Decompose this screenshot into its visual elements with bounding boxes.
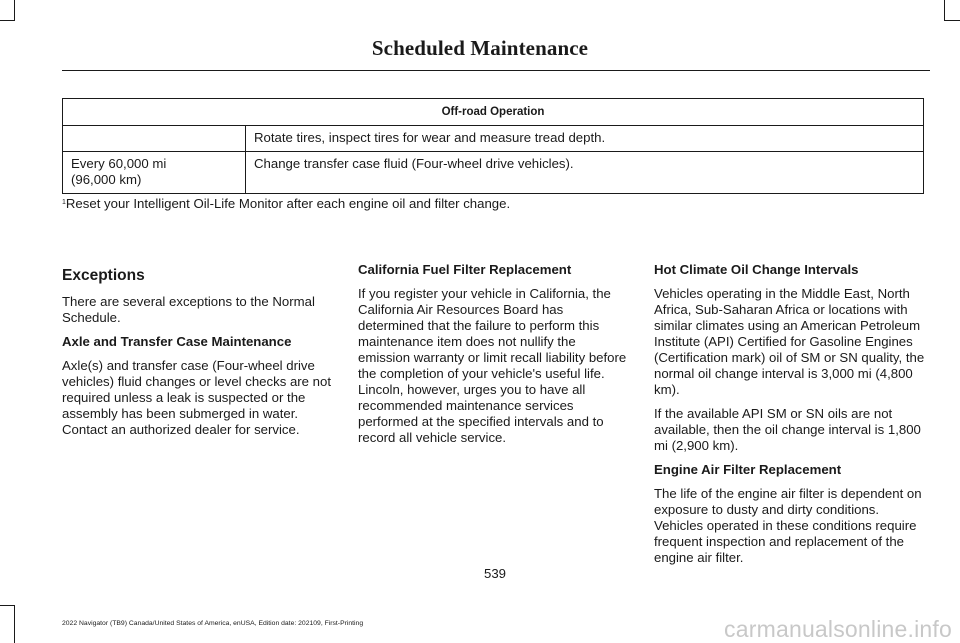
interval-km: (96,000 km) [71, 172, 142, 187]
paragraph: If you register your vehicle in California, the California Air Resources Board has determined that the failure to perform this maintenance item does not nullify the emission warranty or limit recall liability before the completion of your vehicle's useful life. Lincoln, however, urges you to have all recommended maintenance services performed at the specified intervals and to record all vehicle service. [358, 286, 627, 445]
crop-mark-bottom-left-v [14, 605, 15, 643]
page-title: Scheduled Maintenance [371, 36, 589, 60]
subheading-axle-transfer-case: Axle and Transfer Case Maintenance [62, 334, 292, 349]
section-heading-exceptions: Exceptions [62, 267, 145, 284]
crop-mark-top-left-h [0, 20, 15, 21]
edition-footer: 2022 Navigator (TB9) Canada/United States of America, enUSA, Edition date: 202109, First-Printing [62, 620, 364, 627]
table-row [63, 152, 924, 194]
crop-mark-top-right-h [944, 20, 960, 21]
subheading-engine-air-filter: Engine Air Filter Replacement [654, 462, 842, 477]
crop-mark-top-left-v [14, 0, 15, 20]
crop-mark-top-right-v [944, 0, 945, 20]
paragraph: Axle(s) and transfer case (Four-wheel drive vehicles) fluid changes or level checks are not required unless a leak is suspected or the assembly has been submerged in water. Contact an authorized dealer for service. [62, 358, 332, 437]
table-heading: Off-road Operation [63, 99, 924, 126]
paragraph: The life of the engine air filter is dependent on exposure to dusty and dirty conditions. Vehicles operated in these conditions require frequent inspection and replacement of the engine air filter. [654, 486, 922, 565]
table-row [63, 126, 924, 152]
footnote-marker: 1 [62, 199, 66, 206]
subheading-california-fuel-filter: California Fuel Filter Replacement [358, 262, 572, 277]
subheading-hot-climate-oil: Hot Climate Oil Change Intervals [654, 262, 859, 277]
crop-mark-bottom-left-h [0, 605, 15, 606]
table-cell-task: Change transfer case fluid (Four-wheel drive vehicles). [246, 152, 924, 194]
table-cell-task: Rotate tires, inspect tires for wear and measure tread depth. [246, 126, 924, 152]
page-number: 539 [483, 566, 506, 581]
column-1 [62, 262, 334, 446]
column-3 [654, 262, 926, 574]
title-divider [62, 70, 930, 71]
paragraph: There are several exceptions to the Normal Schedule. [62, 294, 315, 325]
footnote-text: Reset your Intelligent Oil-Life Monitor after each engine oil and filter change. [65, 196, 511, 211]
paragraph: If the available API SM or SN oils are not available, then the oil change interval is 1,800 mi (2,900 km). [654, 406, 921, 453]
table-cell-interval [63, 152, 246, 194]
paragraph: Vehicles operating in the Middle East, North Africa, Sub-Saharan Africa or locations with similar climates using an American Petroleum Institute (API) Certified for Gasoline Engines (Certification mark) oil of SM or SN quality, the normal oil change interval is 3,000 mi (4,800 km). [654, 286, 925, 397]
column-2 [358, 262, 630, 454]
off-road-maintenance-table [62, 98, 924, 194]
interval-miles: Every 60,000 mi [71, 156, 167, 171]
watermark: carmanualsonline.info [724, 616, 952, 642]
table-cell-interval [63, 126, 246, 152]
table-footnote [62, 196, 510, 211]
